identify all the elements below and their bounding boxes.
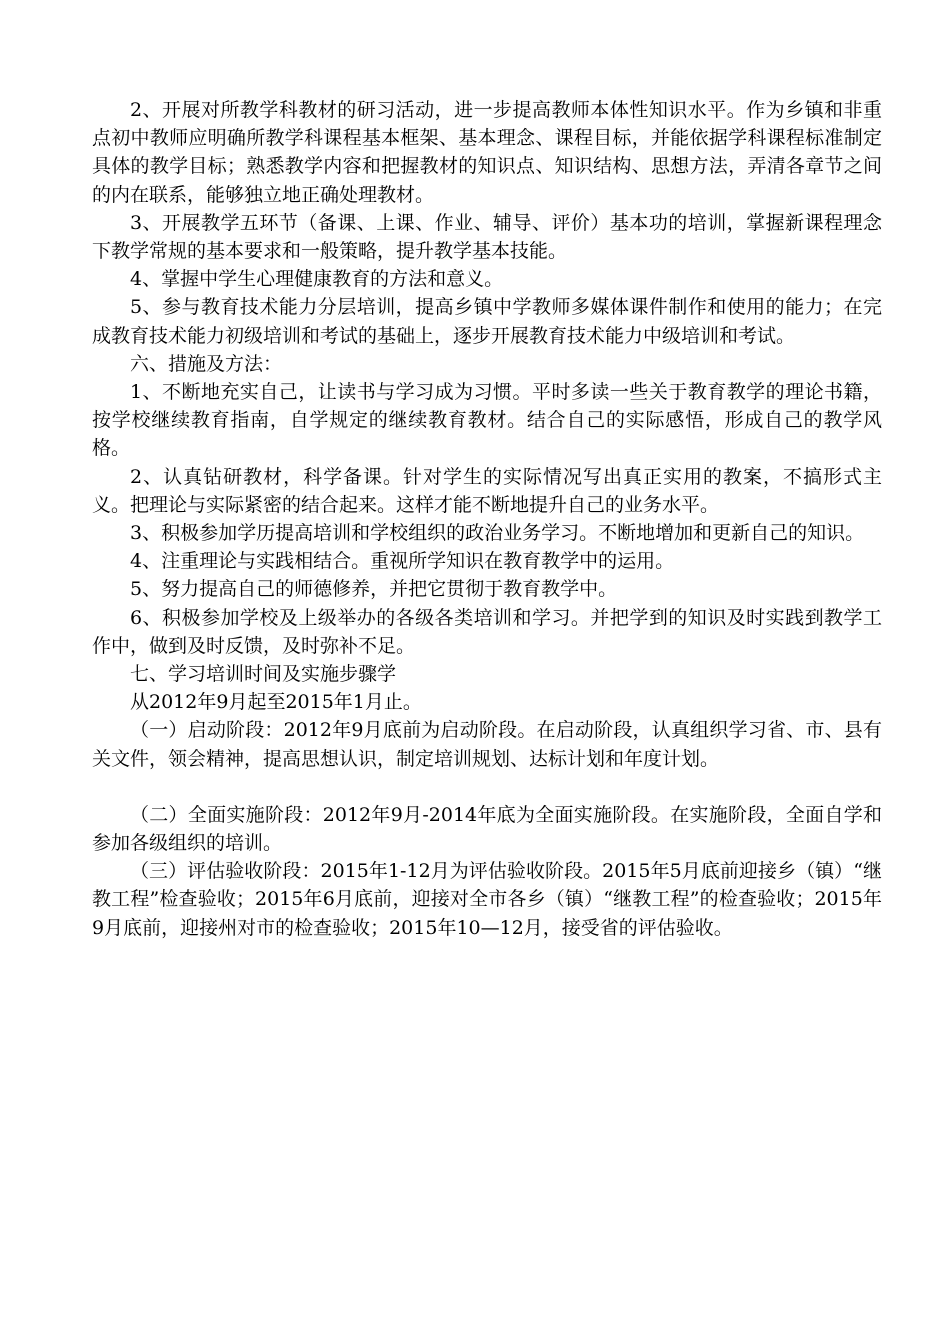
paragraph-measure-3: 3、积极参加学历提高培训和学校组织的政治业务学习。不断地增加和更新自己的知识。 (130, 522, 865, 545)
paragraph-measure-4: 4、注重理论与实践相结合。重视所学知识在教育教学中的运用。 (130, 550, 675, 573)
paragraph-phase-evaluation: （三）评估验收阶段：2015年1-12月为评估验收阶段。2015年5月底前迎接乡（镇）“继教工程”检查验收；2015年6月底前，迎接对全市各乡（镇）“继教工程”的检查验收；2015年9月底前，迎接州对市的检查验收；2015年10—12月，接受省的评估验收。 (92, 860, 882, 939)
paragraph-textbook-study: 2、开展对所教学科教材的研习活动，进一步提高教师本体性知识水平。作为乡镇和非重点初中教师应明确所教学科课程基本框架、基本理念、课程目标，并能依据学科课程标准制定具体的教学目标；熟悉教学内容和把握教材的知识点、知识结构、思想方法，弄清各章节之间的内在联系，能够独立地正确处理教材。 (92, 99, 882, 206)
paragraph-phase-start: （一）启动阶段：2012年9月底前为启动阶段。在启动阶段，认真组织学习省、市、县有关文件，领会精神，提高思想认识，制定培训规划、达标计划和年度计划。 (92, 719, 882, 770)
document-body (92, 96, 882, 942)
paragraph-measure-6: 6、积极参加学校及上级举办的各级各类培训和学习。并把学到的知识及时实践到教学工作中，做到及时反馈，及时弥补不足。 (92, 606, 882, 657)
paragraph-measure-5: 5、努力提高自己的师德修养，并把它贯彻于教育教学中。 (130, 578, 618, 601)
paragraph-measure-2: 2、认真钻研教材，科学备课。针对学生的实际情况写出真正实用的教案，不搞形式主义。把理论与实际紧密的结合起来。这样才能不断地提升自己的业务水平。 (92, 465, 882, 516)
paragraph-five-links-training: 3、开展教学五环节（备课、上课、作业、辅导、评价）基本功的培训，掌握新课程理念下教学常规的基本要求和一般策略，提升教学基本技能。 (92, 211, 882, 263)
paragraph-schedule-span: 从2012年9月起至2015年1月止。 (130, 691, 422, 714)
paragraph-edtech-training: 5、参与教育技术能力分层培训，提高乡镇中学教师多媒体课件制作和使用的能力；在完成教育技术能力初级培训和考试的基础上，逐步开展教育技术能力中级培训和考试。 (92, 296, 882, 347)
section-heading-measures: 六、措施及方法： (130, 352, 283, 375)
paragraph-mental-health: 4、掌握中学生心理健康教育的方法和意义。 (130, 268, 504, 291)
paragraph-phase-implementation: （二）全面实施阶段：2012年9月-2014年底为全面实施阶段。在实施阶段，全面自学和参加各级组织的培训。 (92, 803, 882, 855)
paragraph-measure-1: 1、不断地充实自己，让读书与学习成为习惯。平时多读一些关于教育教学的理论书籍，按学校继续教育指南，自学规定的继续教育教材。结合自己的实际感悟，形成自己的教学风格。 (92, 381, 882, 460)
section-heading-schedule: 七、学习培训时间及实施步骤学 (130, 663, 397, 686)
